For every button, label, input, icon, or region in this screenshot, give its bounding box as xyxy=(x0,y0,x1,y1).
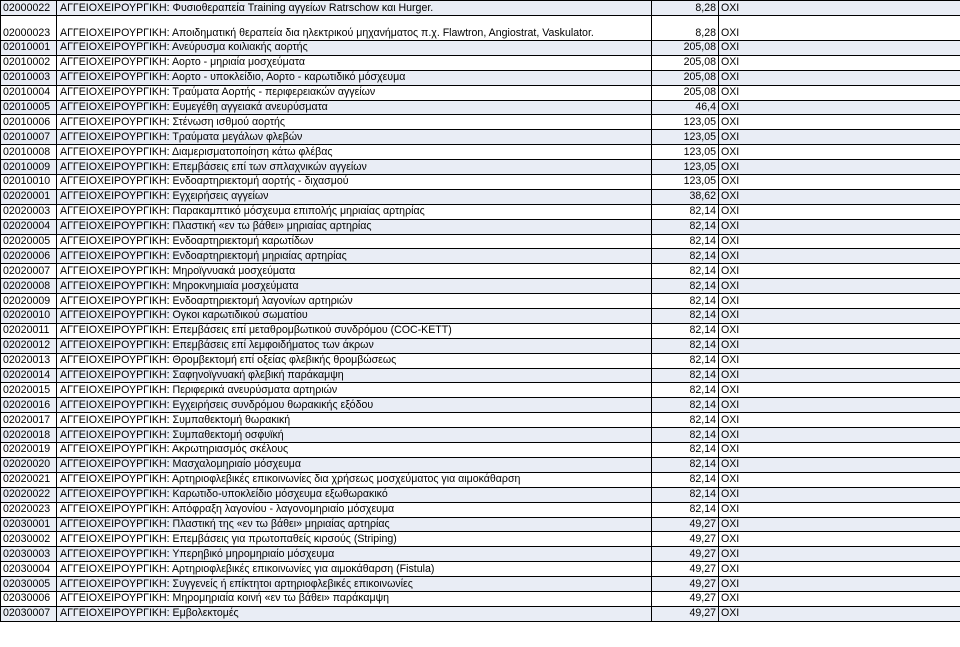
description-cell[interactable]: ΑΓΓΕΙΟΧΕΙΡΟΥΡΓΙΚΗ: Περιφερικά ανευρύσματα αρτηριών xyxy=(57,383,652,398)
table-row xyxy=(1,368,960,383)
flag-cell[interactable]: ΟΧΙ xyxy=(719,160,960,175)
description-cell[interactable]: ΑΓΓΕΙΟΧΕΙΡΟΥΡΓΙΚΗ: Επεμβάσεις επί λεμφοιδήματος των άκρων xyxy=(57,338,652,353)
code-cell[interactable]: 02020016 xyxy=(1,398,57,413)
flag-cell[interactable]: ΟΧΙ xyxy=(719,428,960,443)
price-cell[interactable]: 205,08 xyxy=(652,85,719,100)
code-cell[interactable]: 02010010 xyxy=(1,175,57,190)
table-row xyxy=(1,472,960,487)
table-row xyxy=(1,16,960,41)
code-cell[interactable]: 02010001 xyxy=(1,41,57,56)
table-row xyxy=(1,428,960,443)
flag-cell[interactable]: ΟΧΙ xyxy=(719,413,960,428)
description-cell[interactable]: ΑΓΓΕΙΟΧΕΙΡΟΥΡΓΙΚΗ: Αρτηριοφλεβικές επικοινωνίες για αιμοκάθαρση (Fistula) xyxy=(57,562,652,577)
price-cell[interactable]: 82,14 xyxy=(652,309,719,324)
price-cell[interactable]: 82,14 xyxy=(652,219,719,234)
price-cell[interactable]: 82,14 xyxy=(652,279,719,294)
code-cell[interactable]: 02020022 xyxy=(1,487,57,502)
price-cell[interactable]: 82,14 xyxy=(652,383,719,398)
flag-cell[interactable]: ΟΧΙ xyxy=(719,457,960,472)
code-cell[interactable]: 02020014 xyxy=(1,368,57,383)
table-row xyxy=(1,532,960,547)
table-row xyxy=(1,502,960,517)
code-cell[interactable]: 02030001 xyxy=(1,517,57,532)
price-cell[interactable]: 123,05 xyxy=(652,160,719,175)
price-cell[interactable]: 82,14 xyxy=(652,472,719,487)
table-row xyxy=(1,219,960,234)
code-cell[interactable]: 02020021 xyxy=(1,472,57,487)
description-cell[interactable]: ΑΓΓΕΙΟΧΕΙΡΟΥΡΓΙΚΗ: Καρωτιδο-υποκλείδιο μόσχευμα εξωθωρακικό xyxy=(57,487,652,502)
flag-cell[interactable]: ΟΧΙ xyxy=(719,249,960,264)
flag-cell[interactable]: ΟΧΙ xyxy=(719,591,960,606)
table-row xyxy=(1,1,960,16)
price-cell[interactable]: 82,14 xyxy=(652,398,719,413)
flag-cell[interactable]: ΟΧΙ xyxy=(719,398,960,413)
description-cell[interactable]: ΑΓΓΕΙΟΧΕΙΡΟΥΡΓΙΚΗ: Επεμβάσεις για πρωτοπαθείς κιρσούς (Striping) xyxy=(57,532,652,547)
table-row xyxy=(1,100,960,115)
flag-cell[interactable]: ΟΧΙ xyxy=(719,606,960,621)
description-cell[interactable]: ΑΓΓΕΙΟΧΕΙΡΟΥΡΓΙΚΗ: Μηροϊγνυακά μοσχεύματα xyxy=(57,264,652,279)
table-row xyxy=(1,577,960,592)
price-cell[interactable]: 205,08 xyxy=(652,41,719,56)
table-row xyxy=(1,309,960,324)
table-row xyxy=(1,115,960,130)
code-cell[interactable]: 02010002 xyxy=(1,55,57,70)
flag-cell[interactable]: ΟΧΙ xyxy=(719,443,960,458)
price-cell[interactable]: 82,14 xyxy=(652,204,719,219)
flag-cell[interactable]: ΟΧΙ xyxy=(719,309,960,324)
description-cell[interactable]: ΑΓΓΕΙΟΧΕΙΡΟΥΡΓΙΚΗ: Ενδοαρτηριεκτομή λαγονίων αρτηριών xyxy=(57,294,652,309)
description-cell[interactable]: ΑΓΓΕΙΟΧΕΙΡΟΥΡΓΙΚΗ: Τραύματα μεγάλων φλεβών xyxy=(57,130,652,145)
code-cell[interactable]: 02010008 xyxy=(1,145,57,160)
table-row xyxy=(1,383,960,398)
flag-cell[interactable]: ΟΧΙ xyxy=(719,547,960,562)
table-row xyxy=(1,70,960,85)
code-cell[interactable]: 02000022 xyxy=(1,1,57,16)
flag-cell[interactable]: ΟΧΙ xyxy=(719,264,960,279)
description-cell[interactable]: ΑΓΓΕΙΟΧΕΙΡΟΥΡΓΙΚΗ: Μηρομηριαία κοινή «εν τω βάθει» παράκαμψη xyxy=(57,591,652,606)
description-cell[interactable]: ΑΓΓΕΙΟΧΕΙΡΟΥΡΓΙΚΗ: Ενδοαρτηριεκτομή αορτής - διχασμού xyxy=(57,175,652,190)
price-cell[interactable]: 82,14 xyxy=(652,413,719,428)
price-cell[interactable]: 82,14 xyxy=(652,443,719,458)
table-row xyxy=(1,160,960,175)
flag-cell[interactable]: ΟΧΙ xyxy=(719,85,960,100)
table-row xyxy=(1,591,960,606)
flag-cell[interactable]: ΟΧΙ xyxy=(719,219,960,234)
flag-cell[interactable]: ΟΧΙ xyxy=(719,189,960,204)
code-cell[interactable]: 02020019 xyxy=(1,443,57,458)
code-cell[interactable]: 02010005 xyxy=(1,100,57,115)
price-cell[interactable]: 49,27 xyxy=(652,547,719,562)
table-row xyxy=(1,41,960,56)
description-cell[interactable]: ΑΓΓΕΙΟΧΕΙΡΟΥΡΓΙΚΗ: Εγχειρήσεις αγγείων xyxy=(57,189,652,204)
price-cell[interactable]: 123,05 xyxy=(652,130,719,145)
flag-cell[interactable]: ΟΧΙ xyxy=(719,502,960,517)
table-row xyxy=(1,606,960,621)
price-cell[interactable]: 82,14 xyxy=(652,428,719,443)
description-cell[interactable]: ΑΓΓΕΙΟΧΕΙΡΟΥΡΓΙΚΗ: Αορτο - μηριαία μοσχεύματα xyxy=(57,55,652,70)
flag-cell[interactable]: ΟΧΙ xyxy=(719,383,960,398)
table-body xyxy=(1,1,960,622)
flag-cell[interactable]: ΟΧΙ xyxy=(719,517,960,532)
code-cell[interactable]: 02010007 xyxy=(1,130,57,145)
code-cell[interactable]: 02000023 xyxy=(1,16,57,41)
code-cell[interactable]: 02010009 xyxy=(1,160,57,175)
description-cell[interactable]: ΑΓΓΕΙΟΧΕΙΡΟΥΡΓΙΚΗ: Τραύματα Αορτής - περιφερειακών αγγείων xyxy=(57,85,652,100)
code-cell[interactable]: 02020009 xyxy=(1,294,57,309)
price-cell[interactable]: 82,14 xyxy=(652,323,719,338)
price-cell[interactable]: 82,14 xyxy=(652,353,719,368)
table-row xyxy=(1,517,960,532)
table-row xyxy=(1,294,960,309)
table-row xyxy=(1,145,960,160)
table-row xyxy=(1,85,960,100)
table-row xyxy=(1,279,960,294)
table-row xyxy=(1,562,960,577)
flag-cell[interactable]: ΟΧΙ xyxy=(719,353,960,368)
flag-cell[interactable]: ΟΧΙ xyxy=(719,472,960,487)
table-row xyxy=(1,353,960,368)
table-row xyxy=(1,547,960,562)
description-cell[interactable]: ΑΓΓΕΙΟΧΕΙΡΟΥΡΓΙΚΗ: Συμπαθεκτομή θωρακική xyxy=(57,413,652,428)
flag-cell[interactable]: ΟΧΙ xyxy=(719,323,960,338)
price-cell[interactable]: 82,14 xyxy=(652,457,719,472)
code-cell[interactable]: 02020018 xyxy=(1,428,57,443)
code-cell[interactable]: 02020020 xyxy=(1,457,57,472)
code-cell[interactable]: 02030002 xyxy=(1,532,57,547)
price-cell[interactable]: 123,05 xyxy=(652,175,719,190)
table-row xyxy=(1,323,960,338)
code-cell[interactable]: 02020017 xyxy=(1,413,57,428)
flag-cell[interactable]: ΟΧΙ xyxy=(719,532,960,547)
flag-cell[interactable]: ΟΧΙ xyxy=(719,368,960,383)
description-cell[interactable]: ΑΓΓΕΙΟΧΕΙΡΟΥΡΓΙΚΗ: Παρακαμπτικό μόσχευμα επιπολής μηριαίας αρτηρίας xyxy=(57,204,652,219)
price-cell[interactable]: 82,14 xyxy=(652,338,719,353)
description-cell[interactable]: ΑΓΓΕΙΟΧΕΙΡΟΥΡΓΙΚΗ: Σαφηνοϊγνυακή φλεβική παράκαμψη xyxy=(57,368,652,383)
description-cell[interactable]: ΑΓΓΕΙΟΧΕΙΡΟΥΡΓΙΚΗ: Μηροκνημιαία μοσχεύματα xyxy=(57,279,652,294)
code-cell[interactable]: 02030006 xyxy=(1,591,57,606)
description-cell[interactable]: ΑΓΓΕΙΟΧΕΙΡΟΥΡΓΙΚΗ: Απόφραξη λαγονίου - λαγονομηριαίο μόσχευμα xyxy=(57,502,652,517)
flag-cell[interactable]: ΟΧΙ xyxy=(719,204,960,219)
price-cell[interactable]: 82,14 xyxy=(652,294,719,309)
description-cell[interactable]: ΑΓΓΕΙΟΧΕΙΡΟΥΡΓΙΚΗ: Επεμβάσεις επί των σπλαχνικών αγγείων xyxy=(57,160,652,175)
description-cell[interactable]: ΑΓΓΕΙΟΧΕΙΡΟΥΡΓΙΚΗ: Ενδοαρτηριεκτομή μηριαίας αρτηρίας xyxy=(57,249,652,264)
description-cell[interactable]: ΑΓΓΕΙΟΧΕΙΡΟΥΡΓΙΚΗ: Αορτο - υποκλείδιο, Αορτο - καρωτιδικό μόσχευμα xyxy=(57,70,652,85)
table-row xyxy=(1,189,960,204)
table-row xyxy=(1,338,960,353)
description-cell[interactable]: ΑΓΓΕΙΟΧΕΙΡΟΥΡΓΙΚΗ: Θρομβεκτομή επί οξείας φλεβικής θρομβώσεως xyxy=(57,353,652,368)
table-row xyxy=(1,398,960,413)
flag-cell[interactable]: ΟΧΙ xyxy=(719,577,960,592)
price-cell[interactable]: 82,14 xyxy=(652,234,719,249)
code-cell[interactable]: 02020008 xyxy=(1,279,57,294)
price-cell[interactable]: 82,14 xyxy=(652,502,719,517)
flag-cell[interactable]: ΟΧΙ xyxy=(719,16,960,41)
price-cell[interactable]: 49,27 xyxy=(652,532,719,547)
code-cell[interactable]: 02020004 xyxy=(1,219,57,234)
flag-cell[interactable]: ΟΧΙ xyxy=(719,115,960,130)
description-cell[interactable]: ΑΓΓΕΙΟΧΕΙΡΟΥΡΓΙΚΗ: Ακρωτηριασμός σκέλους xyxy=(57,443,652,458)
price-cell[interactable]: 8,28 xyxy=(652,16,719,41)
price-cell[interactable]: 38,62 xyxy=(652,189,719,204)
flag-cell[interactable]: ΟΧΙ xyxy=(719,41,960,56)
code-cell[interactable]: 02030005 xyxy=(1,577,57,592)
description-cell[interactable]: ΑΓΓΕΙΟΧΕΙΡΟΥΡΓΙΚΗ: Ανεύρυσμα κοιλιακής αορτής xyxy=(57,41,652,56)
price-cell[interactable]: 49,27 xyxy=(652,517,719,532)
flag-cell[interactable]: ΟΧΙ xyxy=(719,562,960,577)
table-row xyxy=(1,249,960,264)
flag-cell[interactable]: ΟΧΙ xyxy=(719,70,960,85)
description-cell[interactable]: ΑΓΓΕΙΟΧΕΙΡΟΥΡΓΙΚΗ: Συμπαθεκτομή οσφυϊκή xyxy=(57,428,652,443)
flag-cell[interactable]: ΟΧΙ xyxy=(719,294,960,309)
description-cell[interactable]: ΑΓΓΕΙΟΧΕΙΡΟΥΡΓΙΚΗ: Αρτηριοφλεβικές επικοινωνίες δια χρήσεως μοσχεύματος για αιμοκάθαρση xyxy=(57,472,652,487)
flag-cell[interactable]: ΟΧΙ xyxy=(719,338,960,353)
flag-cell[interactable]: ΟΧΙ xyxy=(719,234,960,249)
description-cell[interactable]: ΑΓΓΕΙΟΧΕΙΡΟΥΡΓΙΚΗ: Υπερηβικό μηρομηριαίο μόσχευμα xyxy=(57,547,652,562)
code-cell[interactable]: 02020003 xyxy=(1,204,57,219)
table-row xyxy=(1,413,960,428)
code-cell[interactable]: 02020012 xyxy=(1,338,57,353)
description-cell[interactable]: ΑΓΓΕΙΟΧΕΙΡΟΥΡΓΙΚΗ: Αποιδηματική θεραπεία δια ηλεκτρικού μηχανήματος π.χ. Flawtron, Angiostrat, Vaskulator. xyxy=(57,16,652,41)
description-cell[interactable]: ΑΓΓΕΙΟΧΕΙΡΟΥΡΓΙΚΗ: Πλαστική της «εν τω βάθει» μηριαίας αρτηρίας xyxy=(57,517,652,532)
price-cell[interactable]: 82,14 xyxy=(652,264,719,279)
code-cell[interactable]: 02020015 xyxy=(1,383,57,398)
description-cell[interactable]: ΑΓΓΕΙΟΧΕΙΡΟΥΡΓΙΚΗ: Μασχαλομηριαίο μόσχευμα xyxy=(57,457,652,472)
flag-cell[interactable]: ΟΧΙ xyxy=(719,487,960,502)
price-cell[interactable]: 205,08 xyxy=(652,70,719,85)
price-cell[interactable]: 49,27 xyxy=(652,606,719,621)
description-cell[interactable]: ΑΓΓΕΙΟΧΕΙΡΟΥΡΓΙΚΗ: Ευμεγέθη αγγειακά ανευρύσματα xyxy=(57,100,652,115)
table-row xyxy=(1,55,960,70)
table-row xyxy=(1,175,960,190)
description-cell[interactable]: ΑΓΓΕΙΟΧΕΙΡΟΥΡΓΙΚΗ: Ενδοαρτηριεκτομή καρωτίδων xyxy=(57,234,652,249)
price-cell[interactable]: 123,05 xyxy=(652,145,719,160)
code-cell[interactable]: 02020001 xyxy=(1,189,57,204)
price-cell[interactable]: 123,05 xyxy=(652,115,719,130)
code-cell[interactable]: 02020010 xyxy=(1,309,57,324)
code-cell[interactable]: 02010004 xyxy=(1,85,57,100)
description-cell[interactable]: ΑΓΓΕΙΟΧΕΙΡΟΥΡΓΙΚΗ: Ογκοι καρωτιδικού σωματίου xyxy=(57,309,652,324)
description-cell[interactable]: ΑΓΓΕΙΟΧΕΙΡΟΥΡΓΙΚΗ: Στένωση ισθμού αορτής xyxy=(57,115,652,130)
code-cell[interactable]: 02020023 xyxy=(1,502,57,517)
price-cell[interactable]: 82,14 xyxy=(652,368,719,383)
flag-cell[interactable]: ΟΧΙ xyxy=(719,279,960,294)
table-row xyxy=(1,457,960,472)
code-cell[interactable]: 02010006 xyxy=(1,115,57,130)
price-cell[interactable]: 49,27 xyxy=(652,577,719,592)
flag-cell[interactable]: ΟΧΙ xyxy=(719,175,960,190)
table-row xyxy=(1,487,960,502)
table-row xyxy=(1,234,960,249)
price-cell[interactable]: 49,27 xyxy=(652,562,719,577)
flag-cell[interactable]: ΟΧΙ xyxy=(719,145,960,160)
price-cell[interactable]: 49,27 xyxy=(652,591,719,606)
code-cell[interactable]: 02030007 xyxy=(1,606,57,621)
price-cell[interactable]: 205,08 xyxy=(652,55,719,70)
price-cell[interactable]: 82,14 xyxy=(652,249,719,264)
table-row xyxy=(1,264,960,279)
code-cell[interactable]: 02020011 xyxy=(1,323,57,338)
code-cell[interactable]: 02030003 xyxy=(1,547,57,562)
code-cell[interactable]: 02020006 xyxy=(1,249,57,264)
price-cell[interactable]: 82,14 xyxy=(652,487,719,502)
code-cell[interactable]: 02020005 xyxy=(1,234,57,249)
description-cell[interactable]: ΑΓΓΕΙΟΧΕΙΡΟΥΡΓΙΚΗ: Εγχειρήσεις συνδρόμου θωρακικής εξόδου xyxy=(57,398,652,413)
description-cell[interactable]: ΑΓΓΕΙΟΧΕΙΡΟΥΡΓΙΚΗ: Επεμβάσεις επί μεταθρομβωτικού συνδρόμου (COC-KETT) xyxy=(57,323,652,338)
table-row xyxy=(1,204,960,219)
description-cell[interactable]: ΑΓΓΕΙΟΧΕΙΡΟΥΡΓΙΚΗ: Φυσιοθεραπεία Training αγγείων Ratrschow και Hurger. xyxy=(57,1,652,16)
table-row xyxy=(1,130,960,145)
price-cell[interactable]: 8,28 xyxy=(652,1,719,16)
code-cell[interactable]: 02030004 xyxy=(1,562,57,577)
flag-cell[interactable]: ΟΧΙ xyxy=(719,55,960,70)
code-cell[interactable]: 02020007 xyxy=(1,264,57,279)
code-cell[interactable]: 02020013 xyxy=(1,353,57,368)
flag-cell[interactable]: ΟΧΙ xyxy=(719,1,960,16)
code-cell[interactable]: 02010003 xyxy=(1,70,57,85)
description-cell[interactable]: ΑΓΓΕΙΟΧΕΙΡΟΥΡΓΙΚΗ: Διαμερισματοποίηση κάτω φλέβας xyxy=(57,145,652,160)
flag-cell[interactable]: ΟΧΙ xyxy=(719,100,960,115)
price-cell[interactable]: 46,4 xyxy=(652,100,719,115)
description-cell[interactable]: ΑΓΓΕΙΟΧΕΙΡΟΥΡΓΙΚΗ: Συγγενείς ή επίκτητοι αρτηριοφλεβικές επικοινωνίες xyxy=(57,577,652,592)
table-row xyxy=(1,443,960,458)
flag-cell[interactable]: ΟΧΙ xyxy=(719,130,960,145)
description-cell[interactable]: ΑΓΓΕΙΟΧΕΙΡΟΥΡΓΙΚΗ: Εμβολεκτομές xyxy=(57,606,652,621)
description-cell[interactable]: ΑΓΓΕΙΟΧΕΙΡΟΥΡΓΙΚΗ: Πλαστική «εν τω βάθει» μηριαίας αρτηρίας xyxy=(57,219,652,234)
